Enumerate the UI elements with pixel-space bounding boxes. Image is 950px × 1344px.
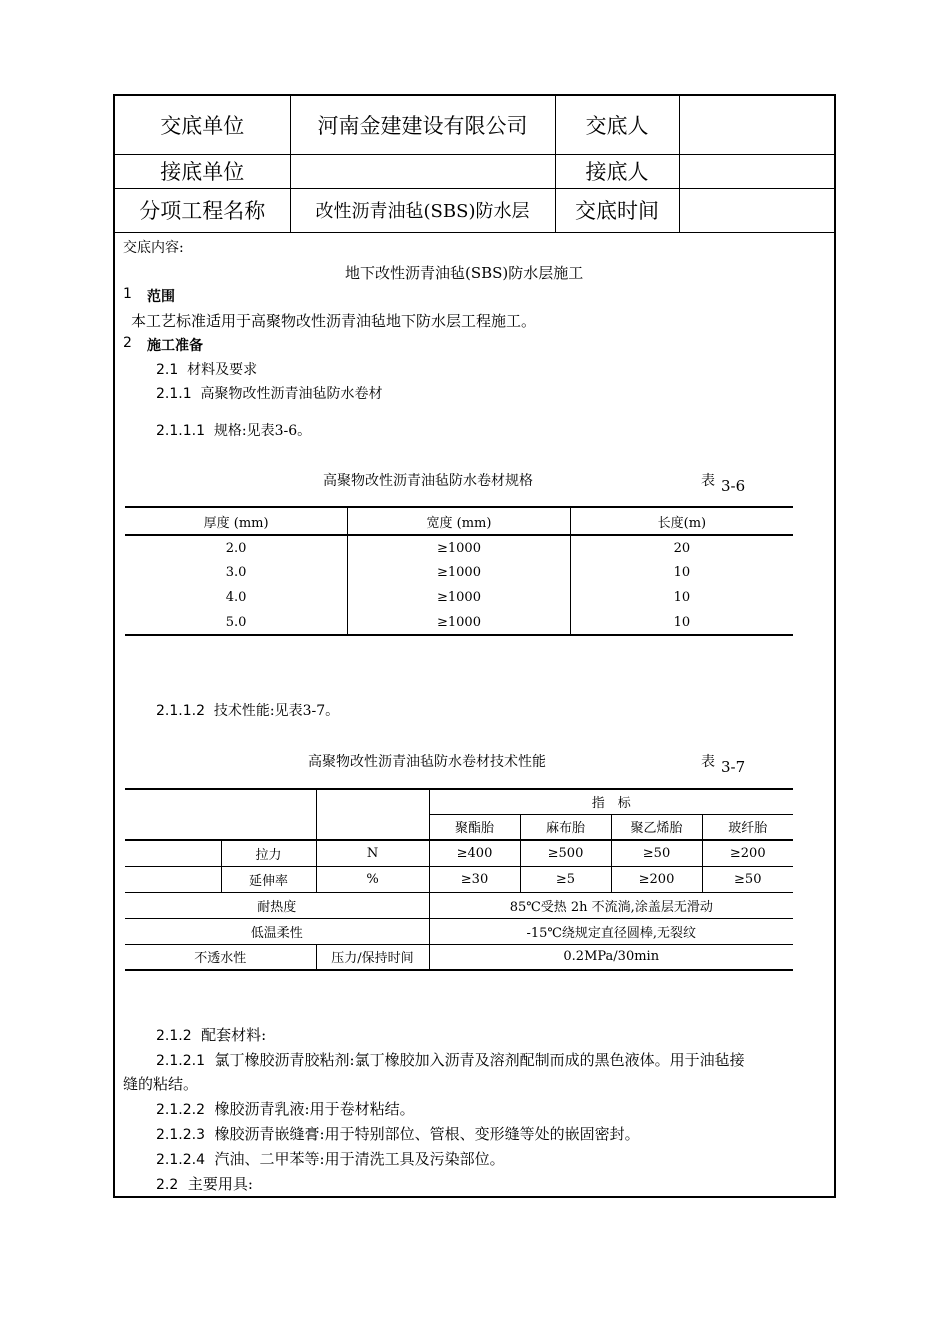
table-cell: N [316, 840, 429, 866]
table-cell: 2.0 [125, 535, 348, 560]
table-cell: ≥1000 [348, 585, 571, 610]
table-3-7-group-header: 指 标 [429, 789, 793, 814]
table-row [125, 560, 793, 585]
table-cell: 20 [673, 540, 691, 556]
content-title: 地下改性沥青油毡(SBS)防水层施工 [345, 264, 584, 282]
table-3-6 [125, 506, 793, 636]
table-cell: 10 [673, 590, 691, 605]
section-2-1-1-2: 2.1.1.2 技术性能:见表3-7。 [156, 703, 340, 719]
section-2-1: 2.1 材料及要求 [156, 362, 258, 378]
table-3-6-tag: 表 [701, 473, 715, 489]
table-cell: ≥200 [611, 866, 702, 892]
section-2-1-2: 2.1.2 配套材料: [156, 1026, 267, 1044]
table-cell: 3.0 [125, 560, 348, 585]
table-cell [125, 866, 221, 892]
table-row [125, 585, 793, 610]
table-cell [125, 840, 221, 866]
table-3-7-title: 高聚物改性沥青油毡防水卷材技术性能 [308, 754, 546, 770]
table-row [125, 610, 793, 635]
table-row [125, 535, 793, 560]
table-cell: 低温柔性 [125, 918, 429, 944]
table-cell: 不透水性 [125, 944, 316, 970]
section-2-2: 2.2 主要用具: [156, 1175, 253, 1193]
table-row [125, 944, 793, 970]
table-3-6-header: 厚度 (mm) [125, 507, 348, 535]
unit-value: 河南金建建设有限公司 [290, 96, 555, 154]
table-3-7-unit-header [316, 789, 429, 840]
table-3-6-header: 长度(m) [657, 515, 707, 531]
table-row [125, 892, 793, 918]
table-cell: 耐热度 [125, 892, 429, 918]
table-cell: 4.0 [125, 585, 348, 610]
label-time: 交底时间 [555, 188, 679, 232]
label-recv-person: 接底人 [555, 154, 679, 188]
section-2-1-2-4: 2.1.2.4 汽油、二甲苯等:用于清洗工具及污染部位。 [156, 1150, 505, 1168]
table-row [125, 840, 793, 866]
table-cell: 拉力 [221, 840, 316, 866]
section-2-number: 2 [123, 335, 132, 351]
table-3-6-header: 宽度 (mm) [348, 507, 571, 535]
table-row [125, 866, 793, 892]
section-1-text: 本工艺标准适用于高聚物改性沥青油毡地下防水层工程施工。 [131, 312, 537, 330]
recv-unit-value [290, 154, 555, 188]
label-recv-unit: 接底单位 [115, 154, 290, 188]
table-cell: ≥400 [429, 840, 520, 866]
table-cell: 10 [673, 614, 691, 630]
header-table [115, 96, 834, 233]
table-cell: ≥1000 [348, 610, 571, 635]
table-cell: 10 [673, 565, 691, 580]
table-3-7-col-header: 聚酯胎 [429, 814, 520, 840]
section-2-1-2-2: 2.1.2.2 橡胶沥青乳液:用于卷材粘结。 [156, 1100, 415, 1118]
table-3-7-col-header: 聚乙烯胎 [611, 814, 702, 840]
table-3-7-col-header: 玻纤胎 [728, 821, 768, 837]
table-3-7-corner [125, 789, 316, 840]
table-cell: 0.2MPa/30min [563, 949, 660, 965]
section-2-1-1-1: 2.1.1.1 规格:见表3-6。 [156, 423, 312, 439]
label-unit: 交底单位 [115, 96, 290, 154]
person-value [679, 96, 834, 154]
section-2-title: 施工准备 [147, 338, 203, 354]
section-2-1-2-3: 2.1.2.3 橡胶沥青嵌缝膏:用于特别部位、管根、变形缝等处的嵌固密封。 [156, 1125, 640, 1143]
table-cell: ≥1000 [348, 560, 571, 585]
recv-person-value [679, 154, 834, 188]
table-cell: 5.0 [125, 610, 348, 635]
label-person: 交底人 [555, 96, 679, 154]
table-cell: % [316, 866, 429, 892]
table-cell: 压力/保持时间 [316, 944, 429, 970]
content-label: 交底内容: [123, 240, 184, 256]
section-1-number: 1 [123, 286, 132, 302]
section-2-1-2-1: 2.1.2.1 氯丁橡胶沥青胶粘剂:氯丁橡胶加入沥青及溶剂配制而成的黑色液体。用于油毡接 [156, 1051, 745, 1069]
section-2-1-2-1-cont: 缝的粘结。 [123, 1075, 199, 1093]
project-value: 改性沥青油毡(SBS)防水层 [290, 188, 555, 232]
table-3-6-number: 3-6 [721, 477, 746, 495]
table-3-7 [125, 788, 793, 971]
table-cell: 85℃受热 2h 不流淌,涂盖层无滑动 [509, 899, 713, 915]
time-value [679, 188, 834, 232]
table-3-7-number: 3-7 [721, 758, 746, 776]
section-2-1-1: 2.1.1 高聚物改性沥青油毡防水卷材 [156, 386, 383, 402]
table-cell: ≥200 [729, 845, 766, 861]
table-3-6-title: 高聚物改性沥青油毡防水卷材规格 [323, 473, 533, 489]
table-cell: ≥30 [429, 866, 520, 892]
table-3-7-tag: 表 [701, 754, 715, 770]
table-cell: ≥5 [520, 866, 611, 892]
table-3-7-col-header: 麻布胎 [520, 814, 611, 840]
table-row [125, 918, 793, 944]
label-project: 分项工程名称 [115, 188, 290, 232]
table-cell: ≥50 [611, 840, 702, 866]
table-cell: -15℃绕规定直径圆棒,无裂纹 [526, 925, 697, 941]
table-cell: ≥1000 [348, 535, 571, 560]
section-1-title: 范围 [147, 289, 175, 305]
document-frame [113, 94, 836, 1198]
table-cell: ≥500 [520, 840, 611, 866]
table-cell: 延伸率 [221, 866, 316, 892]
table-cell: ≥50 [734, 871, 762, 887]
